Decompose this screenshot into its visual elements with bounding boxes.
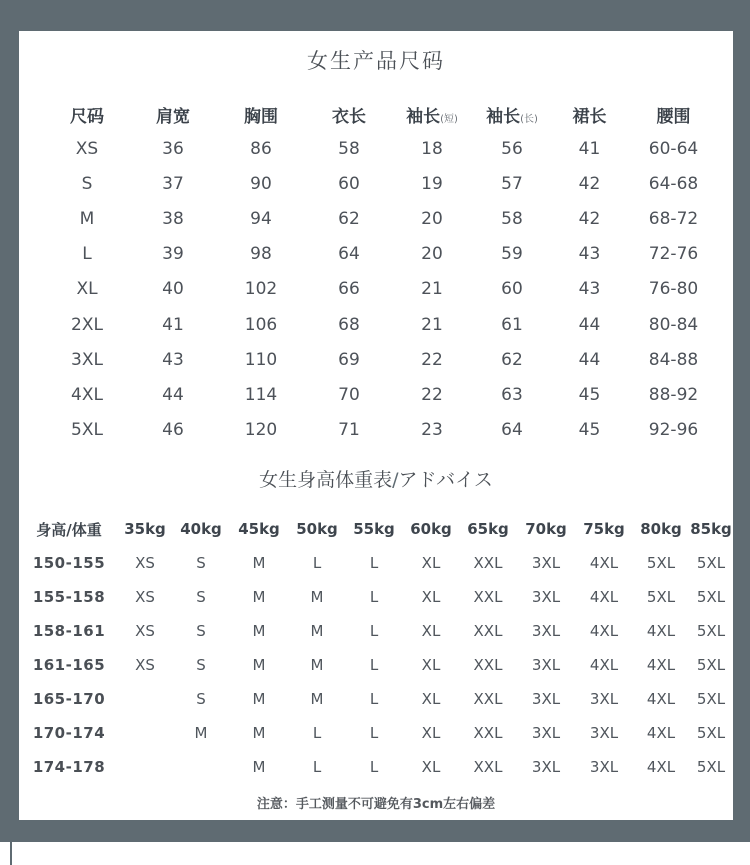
size-recommendation-cell: L (369, 656, 379, 674)
size-recommendation-cell (117, 750, 173, 784)
hw-table-row (21, 682, 733, 716)
size-recommendation-cell: XL (421, 724, 441, 742)
size-recommendation-cell: XS (135, 622, 155, 640)
size-recommendation-cell: 4XL (589, 554, 619, 572)
frame-stub (10, 842, 12, 865)
size-recommendation-cell: L (312, 554, 322, 572)
size-recommendation-cell: L (369, 588, 379, 606)
size-recommendation-cell: XXL (473, 690, 503, 708)
size-table-row (44, 237, 720, 272)
size-table-row (44, 166, 720, 201)
size-recommendation-cell: M (310, 588, 324, 606)
size-recommendation-cell: XXL (473, 622, 503, 640)
hw-table-row (21, 716, 733, 750)
size-recommendation-cell (173, 750, 229, 784)
size-value-cell: 44 (578, 349, 601, 370)
size-table-row (44, 201, 720, 236)
size-value-cell: 41 (578, 138, 601, 159)
size-value-cell: 61 (501, 314, 523, 335)
size-recommendation-cell: 5XL (696, 724, 726, 742)
size-chart-sheet (19, 31, 733, 820)
size-recommendation-cell: 4XL (646, 724, 676, 742)
size-recommendation-cell: 5XL (696, 656, 726, 674)
size-recommendation-cell: 3XL (589, 690, 619, 708)
size-table (44, 97, 720, 448)
size-recommendation-cell: 3XL (531, 758, 561, 776)
size-label-cell: S (81, 173, 93, 194)
size-label-cell: L (82, 244, 92, 265)
size-table-header (552, 97, 627, 131)
size-value-cell: 62 (338, 208, 360, 229)
height-range-cell: 161-165 (32, 656, 106, 674)
size-recommendation-cell: XS (135, 588, 155, 606)
hw-table-row (21, 546, 733, 580)
size-recommendation-cell: 4XL (589, 588, 619, 606)
size-table-header (216, 97, 306, 131)
size-recommendation-cell: 4XL (646, 690, 676, 708)
hw-weight-header: 45kg (238, 520, 280, 538)
size-value-cell: 45 (578, 420, 601, 441)
hw-table-row (21, 648, 733, 682)
size-value-cell: 68 (338, 314, 360, 335)
size-recommendation-cell: L (369, 622, 379, 640)
size-value-cell: 66 (338, 279, 360, 300)
size-value-cell: 18 (421, 138, 443, 159)
size-recommendation-cell: 5XL (646, 554, 676, 572)
size-value-cell: 40 (162, 279, 184, 300)
size-recommendation-cell: 5XL (646, 588, 676, 606)
size-value-cell: 80-84 (648, 314, 699, 335)
size-recommendation-cell: 4XL (589, 622, 619, 640)
size-recommendation-cell (117, 682, 173, 716)
size-value-cell: 63 (501, 384, 523, 405)
hw-weight-header: 70kg (525, 520, 567, 538)
size-value-cell: 64 (338, 244, 360, 265)
size-recommendation-cell: L (369, 724, 379, 742)
hw-chart-title-jp: アドバイス (398, 469, 493, 491)
size-value-cell: 44 (578, 314, 601, 335)
size-table-header-sub: (短) (440, 113, 458, 125)
size-recommendation-cell: M (252, 622, 266, 640)
size-recommendation-cell: 5XL (696, 588, 726, 606)
size-value-cell: 92-96 (648, 420, 699, 441)
size-recommendation-cell: 3XL (531, 656, 561, 674)
hw-weight-header: 85kg (690, 520, 732, 538)
hw-chart-title (19, 465, 733, 492)
hw-table-header-row (21, 512, 733, 546)
hw-weight-header: 60kg (410, 520, 452, 538)
height-range-cell: 165-170 (32, 690, 106, 708)
size-value-cell: 41 (162, 314, 184, 335)
size-recommendation-cell: L (312, 758, 322, 776)
hw-weight-header: 65kg (467, 520, 509, 538)
size-recommendation-cell: S (196, 588, 206, 606)
size-recommendation-cell: L (369, 690, 379, 708)
size-recommendation-cell: M (252, 758, 266, 776)
size-recommendation-cell: XXL (473, 758, 503, 776)
hw-table (21, 512, 733, 784)
size-recommendation-cell: 5XL (696, 690, 726, 708)
size-recommendation-cell: 3XL (589, 724, 619, 742)
size-value-cell: 98 (250, 244, 272, 265)
size-label-cell: 3XL (71, 349, 103, 370)
size-value-cell: 68-72 (648, 208, 699, 229)
hw-weight-header: 80kg (640, 520, 682, 538)
size-recommendation-cell: 3XL (531, 588, 561, 606)
hw-weight-header: 75kg (583, 520, 625, 538)
size-table-header (472, 97, 552, 131)
size-value-cell: 70 (338, 384, 360, 405)
size-recommendation-cell: L (369, 554, 379, 572)
height-range-cell: 158-161 (32, 622, 106, 640)
size-recommendation-cell: 5XL (696, 622, 726, 640)
size-table-header (392, 97, 472, 131)
size-label-cell: 4XL (71, 384, 103, 405)
hw-chart-title-text: 女生身高体重表 (259, 469, 393, 491)
size-value-cell: 38 (162, 208, 184, 229)
size-value-cell: 43 (578, 244, 601, 265)
size-recommendation-cell: 3XL (589, 758, 619, 776)
size-recommendation-cell: M (310, 690, 324, 708)
size-recommendation-cell (117, 716, 173, 750)
size-value-cell: 120 (244, 420, 278, 441)
size-value-cell: 42 (578, 173, 601, 194)
size-value-cell: 19 (421, 173, 443, 194)
size-recommendation-cell: XXL (473, 588, 503, 606)
height-range-cell: 150-155 (32, 554, 106, 572)
size-recommendation-cell: XS (135, 554, 155, 572)
size-value-cell: 60 (501, 279, 523, 300)
size-value-cell: 20 (421, 244, 443, 265)
size-value-cell: 58 (338, 138, 360, 159)
size-table-row (44, 307, 720, 342)
size-recommendation-cell: XL (421, 588, 441, 606)
size-value-cell: 102 (244, 279, 278, 300)
size-value-cell: 60 (338, 173, 360, 194)
size-recommendation-cell: L (312, 724, 322, 742)
size-table-row (44, 377, 720, 412)
size-table-row (44, 272, 720, 307)
size-table-header-label: 裙长 (572, 106, 607, 127)
size-recommendation-cell: XL (421, 554, 441, 572)
size-table-header-label: 袖长 (486, 106, 521, 127)
size-value-cell: 42 (578, 208, 601, 229)
size-value-cell: 36 (162, 138, 184, 159)
size-recommendation-cell: 5XL (696, 554, 726, 572)
size-value-cell: 88-92 (648, 384, 699, 405)
size-recommendation-cell: M (252, 656, 266, 674)
size-value-cell: 37 (162, 173, 184, 194)
size-recommendation-cell: XL (421, 690, 441, 708)
size-label-cell: M (79, 208, 95, 229)
size-recommendation-cell: M (252, 724, 266, 742)
size-value-cell: 86 (250, 138, 272, 159)
height-range-cell: 174-178 (32, 758, 106, 776)
size-recommendation-cell: M (310, 656, 324, 674)
hw-chart-title-separator: / (392, 469, 399, 491)
size-table-header-label: 衣长 (332, 106, 366, 127)
size-value-cell: 20 (421, 208, 443, 229)
size-value-cell: 58 (501, 208, 523, 229)
size-recommendation-cell: S (196, 690, 206, 708)
size-table-header-row (44, 97, 720, 131)
size-label-cell: XL (76, 279, 98, 300)
size-recommendation-cell: 3XL (531, 622, 561, 640)
size-recommendation-cell: 4XL (646, 758, 676, 776)
size-recommendation-cell: 3XL (531, 554, 561, 572)
size-recommendation-cell: M (252, 588, 266, 606)
size-table-header (130, 97, 216, 131)
size-value-cell: 71 (338, 420, 360, 441)
size-recommendation-cell: XS (135, 656, 155, 674)
size-recommendation-cell: 4XL (646, 622, 676, 640)
size-table-header-label: 肩宽 (156, 106, 190, 127)
size-recommendation-cell: XXL (473, 554, 503, 572)
size-recommendation-cell: XL (421, 656, 441, 674)
hw-corner-header: 身高/体重 (36, 520, 102, 539)
size-label-cell: XS (75, 138, 99, 159)
size-value-cell: 46 (162, 420, 184, 441)
size-value-cell: 39 (162, 244, 184, 265)
size-value-cell: 57 (501, 173, 523, 194)
size-value-cell: 21 (421, 314, 443, 335)
size-recommendation-cell: 3XL (531, 724, 561, 742)
size-value-cell: 110 (244, 349, 278, 370)
size-value-cell: 45 (578, 384, 601, 405)
size-table-row (44, 342, 720, 377)
size-value-cell: 72-76 (648, 244, 699, 265)
size-table-header (44, 97, 130, 131)
size-value-cell: 43 (578, 279, 601, 300)
size-recommendation-cell: M (194, 724, 208, 742)
hw-table-row (21, 750, 733, 784)
size-label-cell: 2XL (71, 314, 103, 335)
size-value-cell: 94 (250, 208, 272, 229)
hw-table-row (21, 580, 733, 614)
height-range-cell: 155-158 (32, 588, 106, 606)
hw-weight-header: 55kg (353, 520, 395, 538)
hw-table-row (21, 614, 733, 648)
size-table-header-label: 腰围 (656, 106, 691, 127)
size-recommendation-cell: M (252, 554, 266, 572)
size-chart-title: 女生产品尺码 (307, 49, 445, 73)
size-recommendation-cell: 4XL (646, 656, 676, 674)
size-table-header-label: 袖长 (406, 106, 441, 127)
size-value-cell: 114 (244, 384, 278, 405)
size-recommendation-cell: S (196, 656, 206, 674)
size-recommendation-cell: 5XL (696, 758, 726, 776)
hw-weight-header: 35kg (124, 520, 166, 538)
size-value-cell: 22 (421, 384, 443, 405)
size-value-cell: 21 (421, 279, 443, 300)
size-value-cell: 56 (501, 138, 523, 159)
size-recommendation-cell: M (310, 622, 324, 640)
size-recommendation-cell: XXL (473, 724, 503, 742)
measurement-note: 注意：手工测量不可避免有3cm左右偏差 (256, 797, 496, 812)
hw-weight-header: 40kg (180, 520, 222, 538)
size-label-cell: 5XL (71, 420, 103, 441)
bottom-strip (0, 842, 750, 865)
size-value-cell: 84-88 (648, 349, 699, 370)
size-value-cell: 44 (162, 384, 184, 405)
size-recommendation-cell: XL (421, 758, 441, 776)
size-value-cell: 64-68 (648, 173, 699, 194)
size-value-cell: 69 (338, 349, 360, 370)
size-recommendation-cell: 4XL (589, 656, 619, 674)
size-value-cell: 76-80 (648, 279, 699, 300)
size-recommendation-cell: S (196, 622, 206, 640)
size-table-header-sub: (长) (520, 113, 538, 125)
size-recommendation-cell: M (252, 690, 266, 708)
size-table-header-label: 尺码 (70, 106, 104, 127)
size-value-cell: 23 (421, 420, 443, 441)
size-table-header (627, 97, 720, 131)
size-table-row (44, 131, 720, 166)
size-value-cell: 90 (250, 173, 272, 194)
size-value-cell: 60-64 (648, 138, 699, 159)
size-value-cell: 22 (421, 349, 443, 370)
size-value-cell: 62 (501, 349, 523, 370)
size-value-cell: 43 (162, 349, 184, 370)
size-table-row (44, 413, 720, 448)
size-value-cell: 59 (501, 244, 523, 265)
size-recommendation-cell: L (369, 758, 379, 776)
size-recommendation-cell: XXL (473, 656, 503, 674)
size-value-cell: 64 (501, 420, 523, 441)
size-recommendation-cell: 3XL (531, 690, 561, 708)
size-recommendation-cell: S (196, 554, 206, 572)
size-table-header-label: 胸围 (244, 106, 278, 127)
size-value-cell: 106 (244, 314, 278, 335)
hw-weight-header: 50kg (296, 520, 338, 538)
size-table-header (306, 97, 392, 131)
height-range-cell: 170-174 (32, 724, 106, 742)
size-recommendation-cell: XL (421, 622, 441, 640)
